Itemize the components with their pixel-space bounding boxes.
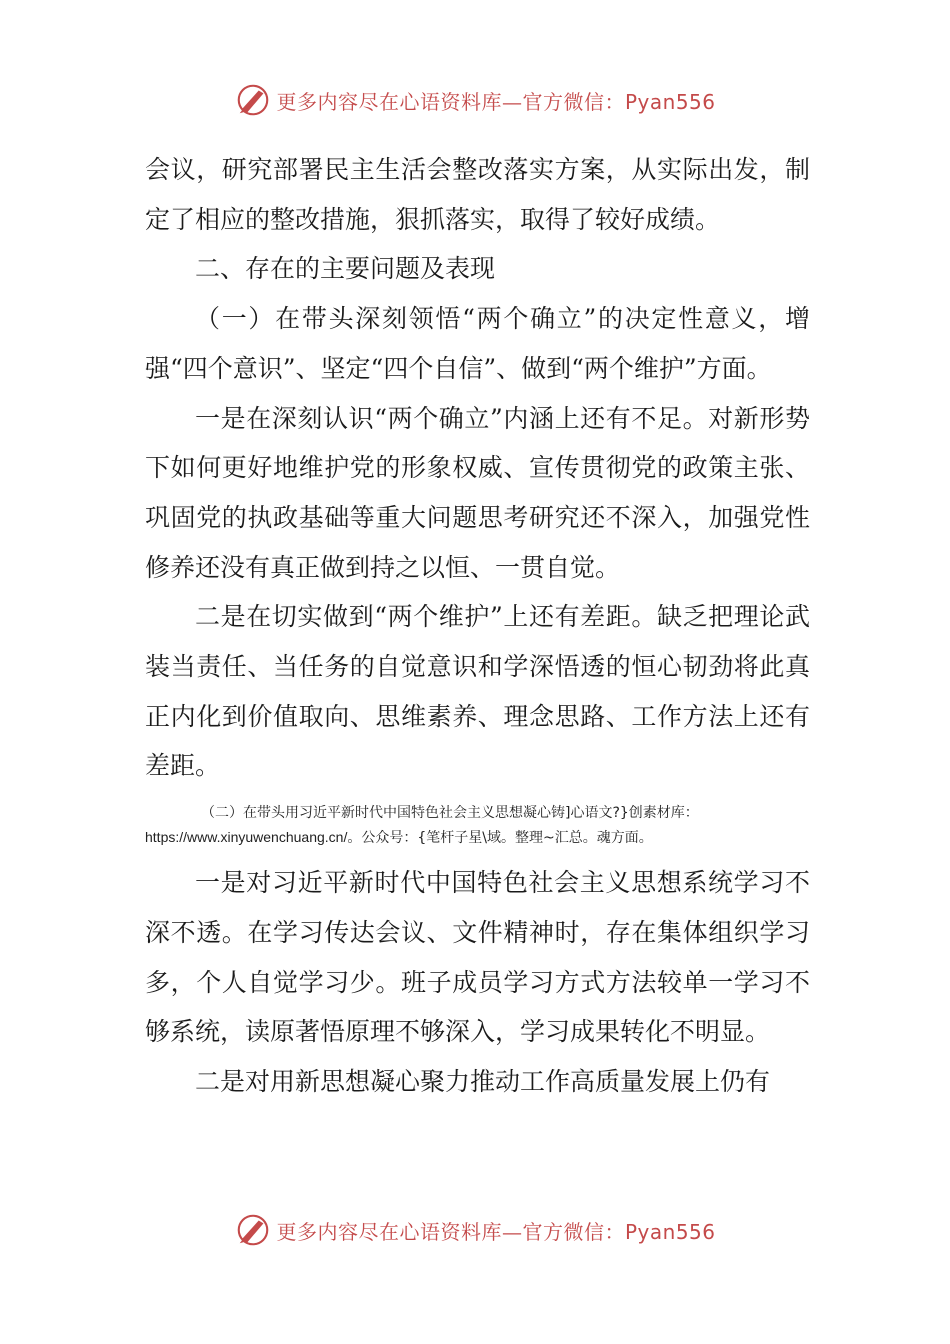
footer-watermark-banner [0, 1210, 950, 1250]
paragraph-5: 二是在切实做到“两个维护”上还有差距。缺乏把理论武装当责任、当任务的自觉意识和学深悟透的恒心韧劲将此真正内化到价值取向、思维素养、理念思路、工作方法上还有差距。 [145, 602, 810, 781]
paragraph-1: 会议，研究部署民主生活会整改落实方案，从实际出发，制定了相应的整改措施，狠抓落实，取得了较好成绩。 [145, 155, 810, 234]
pen-logo-icon [234, 81, 272, 119]
paragraph-4: 一是在深刻认识“两个确立”内涵上还有不足。对新形势下如何更好地维护党的形象权威、宣传贯彻党的政策主张、巩固党的执政基础等重大问题思考研究还不深入，加强党性修养还没有真正做到持之以恒、一贯自觉。 [145, 403, 810, 582]
subsection-heading-2: （二）在带头用习近平新时代中国特色社会主义思想凝心铸]心语文?}创素材库： https://www.xinyuwenchuang.cn/。公众号：{笔杆子星\域。整理~汇总。魂方面。 [145, 805, 699, 847]
pen-logo-icon [234, 1211, 272, 1249]
header-watermark-banner [0, 80, 950, 120]
footer-banner-text: 更多内容尽在心语资料库—官方微信：Pyan556 [276, 1219, 716, 1244]
section-heading: 二、存在的主要问题及表现 [195, 254, 496, 284]
document-body [145, 145, 810, 1107]
source-url: https://www.xinyuwenchuang.cn/ [145, 829, 348, 846]
subsection-heading-1: （一）在带头深刻领悟“两个确立”的决定性意义，增强“四个意识”、坚定“四个自信”、做到“两个维护”方面。 [145, 304, 810, 383]
paragraph-7: 一是对习近平新时代中国特色社会主义思想系统学习不深不透。在学习传达会议、文件精神时，存在集体组织学习多，个人自觉学习少。班子成员学习方式方法较单一学习不够系统，读原著悟原理不够深入，学习成果转化不明显。 [145, 868, 810, 1047]
header-banner-brand: Pyan556 [624, 89, 716, 114]
paragraph-8: 二是对用新思想凝心聚力推动工作高质量发展上仍有 [195, 1066, 771, 1096]
footer-banner-brand: Pyan556 [624, 1219, 716, 1244]
header-banner-text: 更多内容尽在心语资料库—官方微信：Pyan556 [276, 89, 716, 114]
